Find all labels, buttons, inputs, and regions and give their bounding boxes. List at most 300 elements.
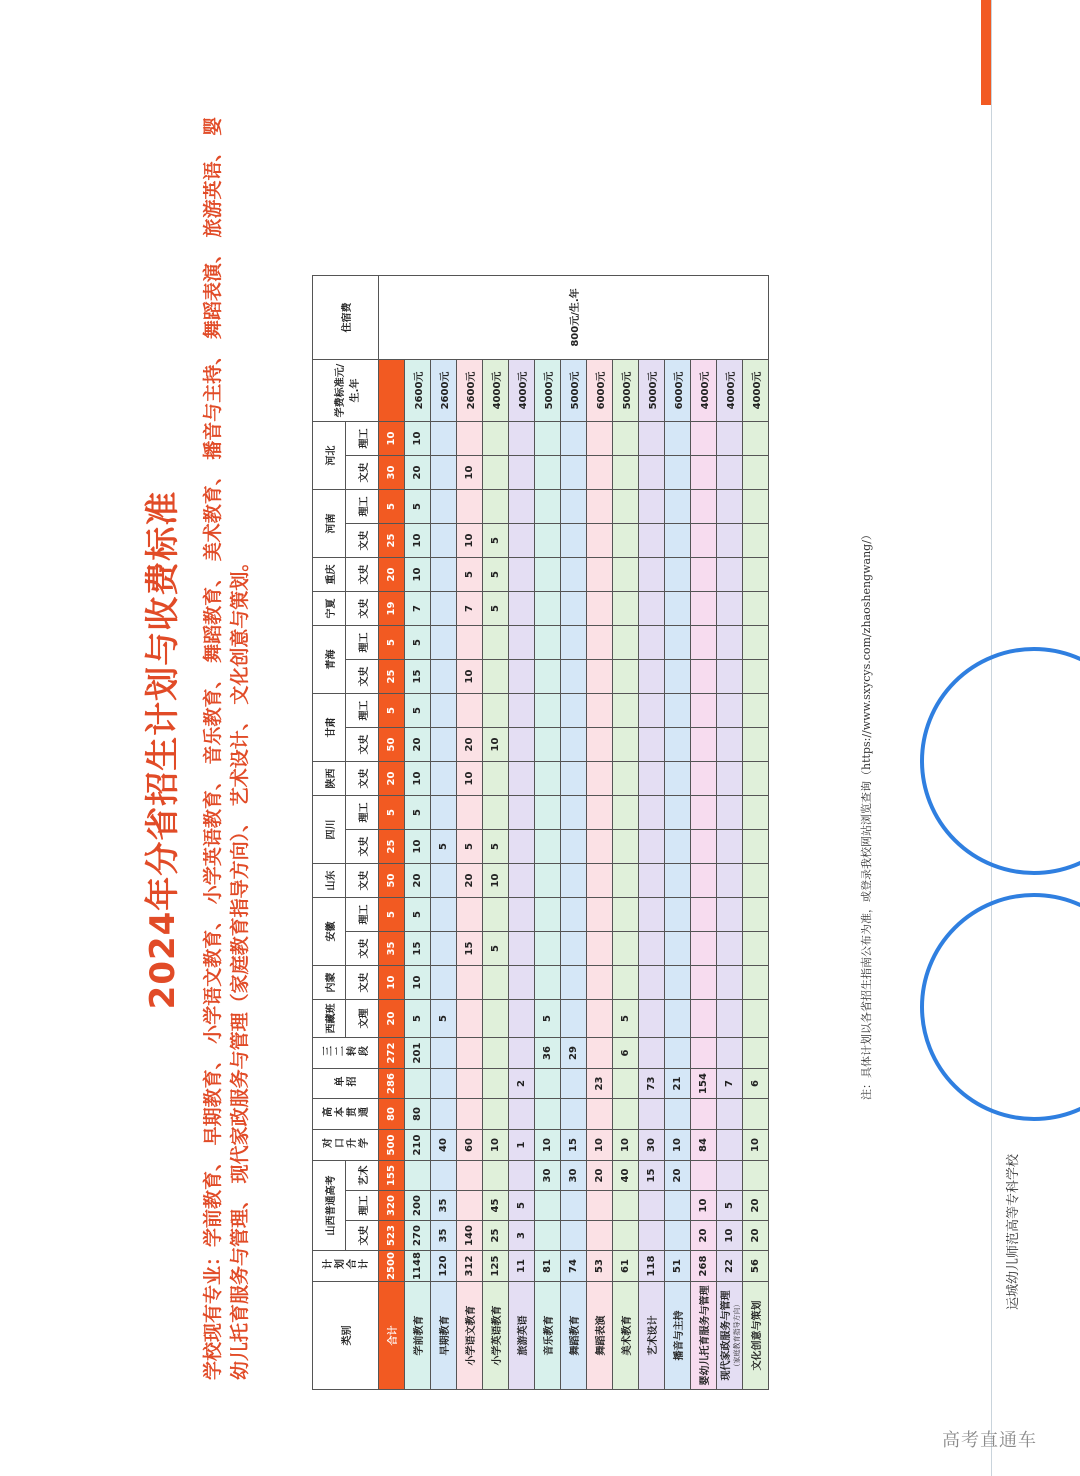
value-cell: 7	[457, 592, 483, 626]
subheader-wenshi: 文史	[346, 592, 379, 626]
value-cell	[691, 1099, 717, 1130]
value-cell: 270	[405, 1221, 431, 1251]
value-cell	[665, 966, 691, 1000]
value-cell: 10	[405, 762, 431, 796]
value-cell	[613, 1221, 639, 1251]
value-cell	[691, 932, 717, 966]
subheader-yishu: 艺术	[346, 1161, 379, 1191]
value-cell: 20	[405, 864, 431, 898]
value-cell	[535, 1191, 561, 1221]
table-row	[431, 276, 457, 1390]
value-cell	[717, 1038, 743, 1069]
value-cell: 5	[405, 898, 431, 932]
value-cell: 5	[405, 796, 431, 830]
value-cell	[509, 422, 535, 456]
value-cell	[587, 830, 613, 864]
value-cell	[613, 456, 639, 490]
value-cell	[613, 524, 639, 558]
value-cell: 20	[379, 558, 405, 592]
value-cell: 5	[431, 1000, 457, 1038]
value-cell: 20	[379, 1000, 405, 1038]
subheader-ligong: 理工	[346, 898, 379, 932]
dorm-fee-cell: 800元/生.年	[379, 276, 769, 360]
value-cell	[483, 898, 509, 932]
header-shanxi: 山西普通高考	[313, 1161, 346, 1251]
value-cell: 10	[457, 762, 483, 796]
value-cell	[691, 966, 717, 1000]
subheader-wenshi: 文史	[346, 932, 379, 966]
table-row	[483, 276, 509, 1390]
value-cell	[665, 524, 691, 558]
value-cell	[691, 1161, 717, 1191]
value-cell	[613, 898, 639, 932]
value-cell	[691, 456, 717, 490]
value-cell	[587, 1191, 613, 1221]
value-cell: 10	[691, 1191, 717, 1221]
subheader-wenshi: 文史	[346, 1221, 379, 1251]
value-cell	[743, 626, 769, 660]
value-cell: 10	[457, 524, 483, 558]
value-cell: 15	[561, 1130, 587, 1161]
tuition-cell: 5000元	[535, 360, 561, 422]
value-cell: 10	[483, 1130, 509, 1161]
value-cell	[613, 1191, 639, 1221]
value-cell	[743, 1038, 769, 1069]
value-cell	[561, 660, 587, 694]
value-cell	[509, 898, 535, 932]
header-category: 类别	[313, 1282, 379, 1390]
value-cell: 5	[379, 898, 405, 932]
value-cell	[613, 796, 639, 830]
tuition-cell: 4000元	[691, 360, 717, 422]
value-cell	[665, 660, 691, 694]
value-cell: 74	[561, 1251, 587, 1282]
value-cell: 20	[405, 728, 431, 762]
value-cell	[717, 1099, 743, 1130]
value-cell	[613, 864, 639, 898]
table-row	[743, 276, 769, 1390]
value-cell	[665, 626, 691, 660]
value-cell	[691, 592, 717, 626]
value-cell	[509, 1161, 535, 1191]
value-cell	[587, 558, 613, 592]
value-cell	[483, 762, 509, 796]
table-row	[535, 276, 561, 1390]
value-cell	[561, 694, 587, 728]
value-cell	[717, 864, 743, 898]
footnote: 注：具体计划以各省招生指南公布为准，或登录我校网站浏览查询（https://www.sxycys.com/zhaoshengwang/）	[860, 529, 873, 1100]
subheader-wenli: 文理	[346, 1000, 379, 1038]
value-cell	[431, 558, 457, 592]
value-cell: 36	[535, 1038, 561, 1069]
value-cell: 125	[483, 1251, 509, 1282]
value-cell	[535, 558, 561, 592]
value-cell: 45	[483, 1191, 509, 1221]
value-cell	[665, 1000, 691, 1038]
value-cell: 140	[457, 1221, 483, 1251]
value-cell	[509, 1099, 535, 1130]
header-gansu: 甘肃	[313, 694, 346, 762]
value-cell: 20	[665, 1161, 691, 1191]
value-cell: 51	[665, 1251, 691, 1282]
value-cell: 5	[379, 694, 405, 728]
category-cell: 婴幼儿托育服务与管理	[691, 1282, 717, 1390]
value-cell	[431, 1099, 457, 1130]
value-cell: 5	[717, 1191, 743, 1221]
category-cell: 美术教育	[613, 1282, 639, 1390]
value-cell	[717, 796, 743, 830]
value-cell	[509, 626, 535, 660]
value-cell: 5	[483, 830, 509, 864]
value-cell	[743, 830, 769, 864]
value-cell: 10	[587, 1130, 613, 1161]
value-cell: 20	[743, 1191, 769, 1221]
value-cell	[509, 830, 535, 864]
value-cell: 10	[665, 1130, 691, 1161]
total-row	[379, 276, 405, 1390]
value-cell: 20	[587, 1161, 613, 1191]
value-cell	[717, 524, 743, 558]
value-cell: 35	[379, 932, 405, 966]
table-row	[691, 276, 717, 1390]
header-dorm: 住宿费	[313, 276, 379, 360]
value-cell	[665, 490, 691, 524]
value-cell: 73	[639, 1069, 665, 1099]
value-cell	[717, 694, 743, 728]
table-row	[613, 276, 639, 1390]
value-cell	[431, 966, 457, 1000]
value-cell	[431, 932, 457, 966]
value-cell	[561, 1099, 587, 1130]
tuition-cell: 4000元	[483, 360, 509, 422]
tuition-cell: 5000元	[613, 360, 639, 422]
value-cell	[587, 864, 613, 898]
subheader-wenshi: 文史	[346, 456, 379, 490]
value-cell	[483, 422, 509, 456]
value-cell: 21	[665, 1069, 691, 1099]
value-cell	[665, 422, 691, 456]
category-cell	[717, 1282, 743, 1390]
value-cell: 210	[405, 1130, 431, 1161]
value-cell	[691, 1038, 717, 1069]
value-cell	[717, 966, 743, 1000]
value-cell	[743, 1161, 769, 1191]
value-cell	[691, 626, 717, 660]
subheader-ligong: 理工	[346, 796, 379, 830]
value-cell	[457, 966, 483, 1000]
value-cell	[535, 864, 561, 898]
value-cell	[691, 1000, 717, 1038]
value-cell	[717, 422, 743, 456]
header-xizang: 西藏班	[313, 1000, 346, 1038]
category-label: 现代家政服务与管理	[721, 1290, 732, 1381]
value-cell: 35	[431, 1191, 457, 1221]
value-cell	[431, 490, 457, 524]
value-cell	[587, 1099, 613, 1130]
value-cell	[561, 626, 587, 660]
value-cell	[561, 966, 587, 1000]
value-cell: 2500	[379, 1251, 405, 1282]
value-cell: 500	[379, 1130, 405, 1161]
header-neimeng: 内蒙	[313, 966, 346, 1000]
value-cell	[639, 796, 665, 830]
category-cell: 艺术设计	[639, 1282, 665, 1390]
value-cell: 1148	[405, 1251, 431, 1282]
value-cell	[665, 830, 691, 864]
header-anhui: 安徽	[313, 898, 346, 966]
value-cell	[665, 932, 691, 966]
category-subnote: （家庭教育指导方向）	[733, 1300, 741, 1371]
value-cell	[509, 592, 535, 626]
value-cell: 30	[535, 1161, 561, 1191]
value-cell: 80	[379, 1099, 405, 1130]
value-cell	[483, 1000, 509, 1038]
value-cell	[717, 1000, 743, 1038]
value-cell	[535, 1221, 561, 1251]
value-cell	[743, 728, 769, 762]
value-cell	[457, 490, 483, 524]
value-cell: 25	[379, 524, 405, 558]
value-cell: 268	[691, 1251, 717, 1282]
value-cell	[639, 490, 665, 524]
value-cell: 10	[405, 830, 431, 864]
value-cell: 10	[483, 864, 509, 898]
value-cell: 118	[639, 1251, 665, 1282]
header-shandong: 山东	[313, 864, 346, 898]
value-cell: 2	[509, 1069, 535, 1099]
value-cell	[535, 898, 561, 932]
subheader-wenshi: 文史	[346, 728, 379, 762]
value-cell	[431, 864, 457, 898]
table-row	[665, 276, 691, 1390]
value-cell	[743, 898, 769, 932]
value-cell	[639, 966, 665, 1000]
value-cell	[717, 456, 743, 490]
value-cell	[535, 728, 561, 762]
value-cell	[717, 762, 743, 796]
value-cell	[431, 524, 457, 558]
value-cell	[691, 762, 717, 796]
header-chongqing: 重庆	[313, 558, 346, 592]
value-cell	[587, 524, 613, 558]
value-cell	[405, 1161, 431, 1191]
value-cell	[483, 626, 509, 660]
value-cell	[639, 660, 665, 694]
value-cell	[405, 1069, 431, 1099]
category-cell: 小学英语教育	[483, 1282, 509, 1390]
tuition-cell: 5000元	[561, 360, 587, 422]
value-cell	[535, 626, 561, 660]
value-cell	[665, 1099, 691, 1130]
value-cell: 6	[613, 1038, 639, 1069]
value-cell: 10	[743, 1130, 769, 1161]
value-cell	[613, 592, 639, 626]
value-cell	[561, 864, 587, 898]
value-cell	[691, 796, 717, 830]
value-cell: 523	[379, 1221, 405, 1251]
header-danzhao: 单招	[313, 1069, 379, 1099]
value-cell	[561, 1000, 587, 1038]
value-cell: 1	[509, 1130, 535, 1161]
value-cell	[665, 1221, 691, 1251]
value-cell	[639, 524, 665, 558]
value-cell	[743, 660, 769, 694]
value-cell: 35	[431, 1221, 457, 1251]
value-cell	[743, 932, 769, 966]
value-cell: 5	[483, 592, 509, 626]
value-cell	[691, 490, 717, 524]
value-cell	[639, 728, 665, 762]
value-cell	[639, 830, 665, 864]
value-cell: 40	[613, 1161, 639, 1191]
value-cell	[639, 694, 665, 728]
tuition-cell: 6000元	[587, 360, 613, 422]
header-qinghai: 青海	[313, 626, 346, 694]
value-cell	[613, 660, 639, 694]
header-duikou: 对口升学	[313, 1130, 379, 1161]
category-cell: 学前教育	[405, 1282, 431, 1390]
value-cell	[743, 490, 769, 524]
value-cell	[587, 1000, 613, 1038]
enrollment-plan-table	[312, 275, 769, 1390]
value-cell	[665, 728, 691, 762]
value-cell	[639, 898, 665, 932]
value-cell	[561, 558, 587, 592]
value-cell	[431, 694, 457, 728]
value-cell	[587, 456, 613, 490]
value-cell: 15	[405, 932, 431, 966]
value-cell	[587, 932, 613, 966]
value-cell	[717, 592, 743, 626]
value-cell: 22	[717, 1251, 743, 1282]
subheader-wenshi: 文史	[346, 830, 379, 864]
value-cell: 5	[405, 490, 431, 524]
value-cell	[509, 966, 535, 1000]
value-cell	[561, 592, 587, 626]
table-row	[561, 276, 587, 1390]
value-cell	[639, 1221, 665, 1251]
value-cell	[717, 830, 743, 864]
value-cell	[561, 490, 587, 524]
subheader-ligong: 理工	[346, 422, 379, 456]
value-cell	[665, 694, 691, 728]
value-cell	[743, 694, 769, 728]
tuition-cell: 2600元	[431, 360, 457, 422]
table-row	[457, 276, 483, 1390]
value-cell	[509, 762, 535, 796]
value-cell	[431, 1069, 457, 1099]
value-cell: 10	[405, 524, 431, 558]
value-cell	[535, 1099, 561, 1130]
value-cell	[691, 422, 717, 456]
value-cell: 5	[405, 694, 431, 728]
value-cell	[613, 932, 639, 966]
value-cell	[743, 456, 769, 490]
value-cell	[535, 490, 561, 524]
value-cell	[561, 830, 587, 864]
value-cell	[535, 762, 561, 796]
value-cell	[431, 456, 457, 490]
tuition-cell: 6000元	[665, 360, 691, 422]
value-cell: 10	[405, 558, 431, 592]
subheader-wenshi: 文史	[346, 966, 379, 1000]
value-cell	[483, 456, 509, 490]
value-cell	[483, 694, 509, 728]
value-cell	[431, 898, 457, 932]
value-cell	[431, 1038, 457, 1069]
table-row	[717, 276, 743, 1390]
tuition-cell: 2600元	[405, 360, 431, 422]
value-cell	[743, 864, 769, 898]
school-name: 运城幼儿师范高等专科学校	[1006, 1153, 1021, 1310]
value-cell	[561, 456, 587, 490]
value-cell	[639, 1191, 665, 1221]
value-cell: 81	[535, 1251, 561, 1282]
value-cell: 11	[509, 1251, 535, 1282]
header-hebei: 河北	[313, 422, 346, 490]
value-cell: 30	[639, 1130, 665, 1161]
value-cell: 29	[561, 1038, 587, 1069]
tuition-cell: 2600元	[457, 360, 483, 422]
value-cell	[509, 456, 535, 490]
value-cell: 20	[457, 728, 483, 762]
value-cell	[665, 796, 691, 830]
value-cell: 61	[613, 1251, 639, 1282]
value-cell	[509, 1000, 535, 1038]
category-cell: 文化创意与策划	[743, 1282, 769, 1390]
value-cell: 10	[717, 1221, 743, 1251]
value-cell	[431, 626, 457, 660]
value-cell: 5	[483, 558, 509, 592]
value-cell	[717, 1130, 743, 1161]
value-cell	[613, 694, 639, 728]
majors-intro-text: 学校现有专业：学前教育、 早期教育、 小学语文教育、 小学英语教育、 音乐教育、 舞蹈教育、 美术教育、 播音与主持、 舞蹈表演、 旅游英语、 婴幼儿托育服务与管理、 现代家政服务与管理（家庭教育指导方向）、 艺术设计、 文化创意与策划。	[202, 116, 251, 1380]
value-cell	[665, 558, 691, 592]
value-cell	[717, 490, 743, 524]
value-cell	[743, 796, 769, 830]
category-cell: 早期教育	[431, 1282, 457, 1390]
subheader-ligong: 理工	[346, 626, 379, 660]
value-cell: 5	[431, 830, 457, 864]
value-cell	[639, 762, 665, 796]
value-cell: 25	[379, 830, 405, 864]
value-cell	[561, 898, 587, 932]
value-cell	[613, 1099, 639, 1130]
value-cell	[613, 626, 639, 660]
value-cell	[691, 864, 717, 898]
value-cell: 200	[405, 1191, 431, 1221]
value-cell	[509, 728, 535, 762]
value-cell	[743, 966, 769, 1000]
value-cell	[639, 456, 665, 490]
value-cell	[561, 1069, 587, 1099]
value-cell	[509, 660, 535, 694]
subheader-wenshi: 文史	[346, 660, 379, 694]
value-cell: 19	[379, 592, 405, 626]
value-cell: 5	[483, 932, 509, 966]
value-cell	[717, 728, 743, 762]
value-cell	[587, 592, 613, 626]
table-body	[379, 276, 769, 1390]
value-cell	[743, 558, 769, 592]
tuition-cell: 4000元	[509, 360, 535, 422]
value-cell	[613, 830, 639, 864]
value-cell	[483, 1099, 509, 1130]
value-cell: 80	[405, 1099, 431, 1130]
value-cell	[483, 1069, 509, 1099]
value-cell: 10	[379, 966, 405, 1000]
value-cell	[561, 728, 587, 762]
